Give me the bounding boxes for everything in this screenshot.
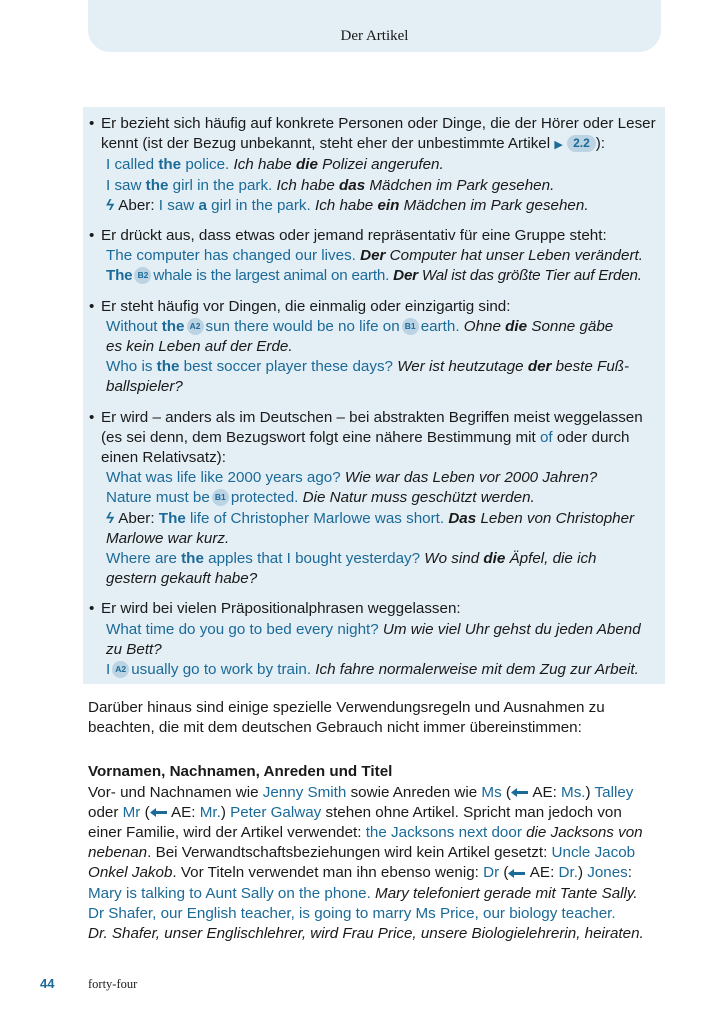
triangle-pointer-icon: ▶ [554, 139, 563, 152]
rule-text: • Er steht häufig vor Dingen, die einmalig oder einzigartig sind: [101, 297, 511, 315]
level-badge[interactable]: B1 [212, 489, 229, 506]
arrow-left-icon [508, 868, 526, 879]
rule-text: • Er bezieht sich häufig auf konkrete Personen oder Dinge, die der Hörer oder Leser kennt (ist der Bezug unbekannt, steht eher der unbestimmte Artikel ▶ 2.2 ): [101, 115, 656, 153]
arrow-left-icon [150, 807, 168, 818]
rule-item-3 [89, 297, 661, 398]
example-line: ϟ Aber: I saw a girl in the park. Ich habe ein Mädchen im Park gesehen. [106, 196, 589, 214]
example-line: The computer has changed our lives. Der Computer hat unser Leben verändert. [106, 247, 643, 265]
rule-text: • Er wird bei vielen Präpositionalphrasen weggelassen: [101, 600, 461, 618]
chapter-title: Der Artikel [340, 28, 409, 44]
cross-reference-badge[interactable]: 2.2 [567, 135, 596, 152]
level-badge[interactable]: B1 [402, 318, 419, 335]
rule-item-2 [89, 226, 661, 287]
level-badge[interactable]: B2 [134, 267, 151, 284]
level-badge[interactable]: A2 [187, 318, 204, 335]
example-line: The B2 whale is the largest animal on earth. Der Wal ist das größte Tier auf Erden. [106, 267, 642, 285]
body-text [88, 698, 663, 944]
section-heading: Vornamen, Nachnamen, Anreden und Titel [88, 763, 393, 781]
example-line: es kein Leben auf der Erde. [106, 338, 293, 356]
example-line: I called the police. Ich habe die Polizei angerufen. [106, 156, 444, 174]
example-line: What time do you go to bed every night? Um wie viel Uhr gehst du jeden Abend [106, 620, 641, 638]
example-line: I A2 usually go to work by train. Ich fahre normalerweise mit dem Zug zur Arbeit. [106, 661, 639, 679]
example-line: Without the A2 sun there would be no life on B1 earth. Ohne die Sonne gäbe [106, 317, 614, 335]
page-number: 44 [40, 976, 55, 991]
example-line: ϟ Aber: The life of Christopher Marlowe was short. Das Leben von Christopher [106, 509, 635, 527]
example-line: What was life like 2000 years ago? Wie war das Leben vor 2000 Jahren? [106, 469, 598, 487]
chapter-header [88, 0, 661, 52]
section-paragraph: Vor- und Nachnamen wie Jenny Smith sowie Anreden wie Ms ( AE: Ms.) Talley oder Mr ( AE: Mr.) Peter Galway stehen ohne Artikel. Spricht man jedoch von einer Familie, wird der Artikel verwendet: the Jacksons next door die Jacksons von nebenan. Bei Verwandtschaftsbeziehungen wird kein Artikel gesetzt: Uncle Jacob Onkel Jakob. Vor Titeln verwendet man ihn ebenso wenig: Dr ( AE: Dr.) Jones: Mary is talking to Aunt Sally on the phone. Mary telefoniert gerade mit Tante Sally. Dr Shafer, our English teacher, is going to marry Ms Price, our biology teacher. Dr. Shafer, unser Englischlehrer, wird Frau Price, unsere Biologielehrerin, heiraten. [88, 783, 644, 943]
example-line: I saw the girl in the park. Ich habe das Mädchen im Park gesehen. [106, 176, 555, 194]
rule-text: • Er drückt aus, dass etwas oder jemand repräsentativ für eine Gruppe steht: [101, 227, 607, 245]
example-line: ballspieler? [106, 378, 183, 396]
example-line: Who is the best soccer player these days? Wer ist heutzutage der beste Fuß- [106, 358, 630, 376]
intro-paragraph: Darüber hinaus sind einige spezielle Verwendungsregeln und Ausnahmen zu beachten, die mit dem deutschen Gebrauch nicht immer übereinstimmen: [88, 699, 605, 737]
rule-item-5 [89, 599, 661, 680]
rule-text: • Er wird – anders als im Deutschen – bei abstrakten Begriffen meist weggelassen (es sei denn, dem Bezugswort folgt eine nähere Bestimmung mit of oder durch einen Relativsatz): [101, 408, 643, 467]
example-line: gestern gekauft habe? [106, 570, 258, 588]
rule-item-4 [89, 408, 661, 590]
rule-box [83, 107, 665, 684]
example-line: zu Bett? [106, 640, 162, 658]
page-number-words: forty-four [88, 977, 138, 991]
example-line: Marlowe war kurz. [106, 529, 230, 547]
lightning-icon: ϟ [106, 509, 115, 527]
arrow-left-icon [511, 787, 529, 798]
example-line: Nature must be B1 protected. Die Natur muss geschützt werden. [106, 489, 535, 507]
example-line: Where are the apples that I bought yesterday? Wo sind die Äpfel, die ich [106, 550, 597, 568]
lightning-icon: ϟ [106, 196, 115, 214]
level-badge[interactable]: A2 [112, 661, 129, 678]
rule-item-1 [89, 114, 661, 216]
